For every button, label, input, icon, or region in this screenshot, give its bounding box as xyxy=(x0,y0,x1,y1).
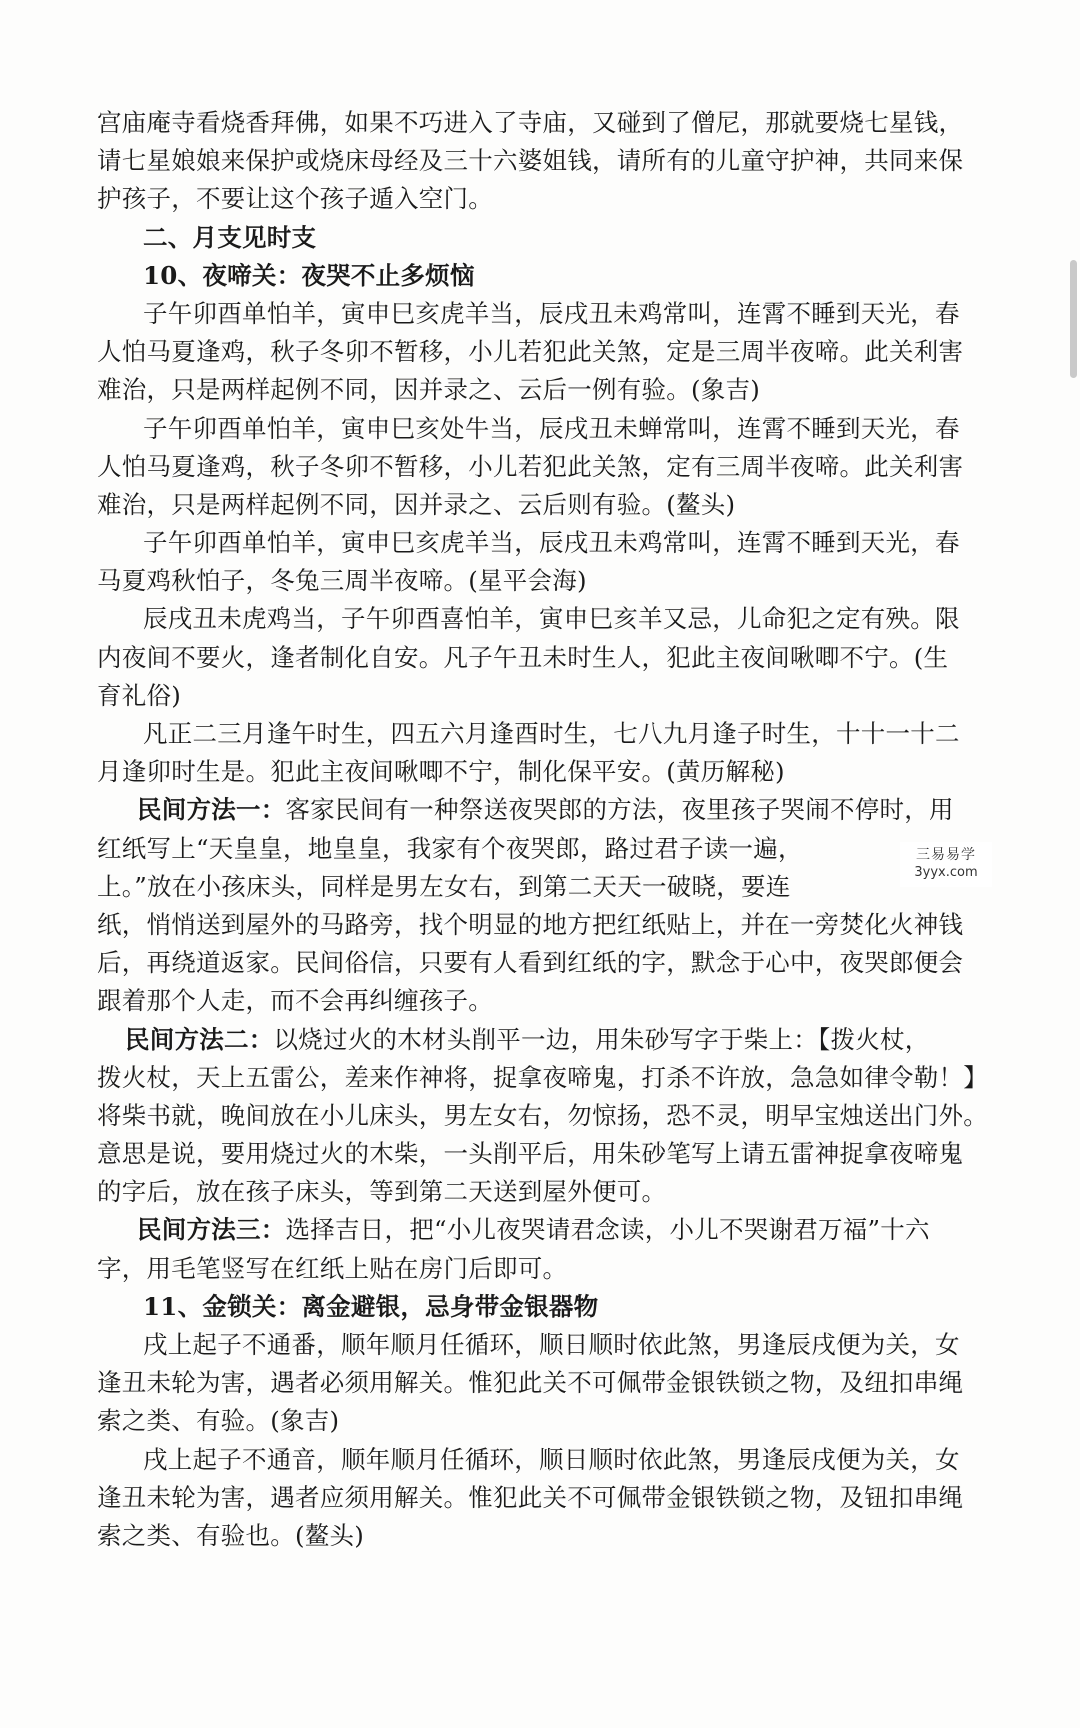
text-line xyxy=(97,142,979,180)
line-text: 难治，只是两样起例不同，因并录之、云后则有验。(鳌头) xyxy=(97,489,736,519)
text-line xyxy=(97,1211,979,1249)
document-body xyxy=(97,104,988,1555)
line-text: 后，再绕道返家。民间俗信，只要有人看到红纸的字，默念于心中，夜哭郎便会 xyxy=(97,948,964,978)
text-line xyxy=(97,1364,979,1402)
text-line xyxy=(97,333,979,371)
line-text: 以烧过火的木材头削平一边，用朱砂写字于柴上：【拨火杖， xyxy=(273,1024,930,1054)
text-line xyxy=(97,562,979,600)
section-heading xyxy=(97,257,979,295)
text-line xyxy=(97,1097,988,1135)
text-line xyxy=(97,1059,988,1097)
line-text: 二、月支见时支 xyxy=(143,222,317,252)
text-line xyxy=(97,1402,979,1440)
text-line xyxy=(97,104,979,142)
text-line xyxy=(97,982,979,1020)
text-line xyxy=(97,715,979,753)
line-text: 逢丑未轮为害，遇者应须用解关。惟犯此关不可佩带金银铁锁之物，及钮扣串绳 xyxy=(97,1482,964,1512)
text-line xyxy=(97,830,979,868)
text-line xyxy=(97,944,979,982)
method-label: 民间方法一： xyxy=(137,795,286,825)
text-line xyxy=(97,1479,979,1517)
line-text: 跟着那个人走，而不会再纠缠孩子。 xyxy=(97,986,493,1016)
line-text: 子午卯酉单怕羊，寅申巳亥处牛当，辰戌丑未蝉常叫，连霄不睡到天光，春 xyxy=(143,413,960,443)
text-line xyxy=(97,295,979,333)
line-text: 辰戌丑未虎鸡当，子午卯酉喜怕羊，寅申巳亥羊又忌，儿命犯之定有殃。限 xyxy=(143,604,960,634)
line-text: 内夜间不要火，逢者制化自安。凡子午丑未时生人，犯此主夜间啾唧不宁。(生 xyxy=(97,642,949,672)
line-text: 索之类、有验也。(鳌头) xyxy=(97,1520,365,1550)
text-line xyxy=(97,448,979,486)
line-text: 人怕马夏逢鸡，秋子冬卯不暂移，小儿若犯此关煞，定是三周半夜啼。此关利害 xyxy=(97,337,964,367)
line-text: 10、夜啼关：夜哭不止多烦恼 xyxy=(143,260,475,290)
text-line xyxy=(97,1326,979,1364)
section-heading xyxy=(97,219,979,257)
line-text: 难治，只是两样起例不同，因并录之、云后一例有验。(象吉) xyxy=(97,375,761,405)
text-line xyxy=(97,180,979,218)
line-text: 纸，悄悄送到屋外的马路旁，找个明显的地方把红纸贴上，并在一旁焚化火神钱 xyxy=(97,909,964,939)
line-text: 月逢卯时生是。犯此主夜间啾唧不宁，制化保平安。(黄历解秘) xyxy=(97,757,785,787)
line-text: 的字后，放在孩子床头，等到第二天送到屋外便可。 xyxy=(97,1177,667,1207)
line-text: 意思是说，要用烧过火的木柴，一头削平后，用朱砂笔写上请五雷神捉拿夜啼鬼 xyxy=(97,1139,964,1169)
line-text: 索之类、有验。(象吉) xyxy=(97,1406,340,1436)
line-text: 逢丑未轮为害，遇者必须用解关。惟犯此关不可佩带金银铁锁之物，及纽扣串绳 xyxy=(97,1368,964,1398)
scrollbar-thumb[interactable] xyxy=(1070,260,1077,378)
text-line xyxy=(97,791,979,829)
text-line xyxy=(97,1517,979,1555)
line-text: 上。”放在小孩床头，同样是男左女右，到第二天天一破晓，要连 xyxy=(97,871,791,901)
method-label: 民间方法二： xyxy=(125,1024,274,1054)
watermark-name: 三易易学 xyxy=(916,847,976,863)
line-text: 马夏鸡秋怕子，冬兔三周半夜啼。(星平会海) xyxy=(97,566,587,596)
text-line xyxy=(97,1021,979,1059)
method-label: 民间方法三： xyxy=(137,1215,286,1245)
text-line xyxy=(97,1441,979,1479)
line-text: 拨火杖，天上五雷公，差来作神将，捉拿夜啼鬼，打杀不许放，急急如律令勒！】 xyxy=(97,1062,988,1092)
line-text: 红纸写上“天皇皇，地皇皇，我家有个夜哭郎，路过君子读一遍， xyxy=(97,833,803,863)
text-line xyxy=(97,753,979,791)
section-heading xyxy=(97,1288,979,1326)
text-line xyxy=(97,371,979,409)
watermark-url: 3yyx.com xyxy=(914,865,978,880)
line-text: 子午卯酉单怕羊，寅申巳亥虎羊当，辰戌丑未鸡常叫，连霄不睡到天光，春 xyxy=(143,528,960,558)
line-text: 11、金锁关：离金避银，忌身带金银器物 xyxy=(143,1291,599,1321)
line-text: 将柴书就，晚间放在小儿床头，男左女右，勿惊扬，恐不灵，明早宝烛送出门外。 xyxy=(97,1100,988,1130)
line-text: 字，用毛笔竖写在红纸上贴在房门后即可。 xyxy=(97,1253,568,1283)
text-line xyxy=(97,410,979,448)
text-line xyxy=(97,639,979,677)
line-text: 戌上起子不通番，顺年顺月任循环，顺日顺时依此煞，男逢辰戌便为关，女 xyxy=(143,1330,960,1359)
text-line xyxy=(97,1250,979,1288)
text-line xyxy=(97,524,979,562)
line-text: 选择吉日，把“小儿夜哭请君念读，小儿不哭谢君万福”十六 xyxy=(285,1215,930,1245)
text-line xyxy=(97,1135,979,1173)
line-text: 宫庙庵寺看烧香拜佛，如果不巧进入了寺庙，又碰到了僧尼，那就要烧七星钱， xyxy=(97,108,964,137)
line-text: 育礼俗) xyxy=(97,680,182,710)
line-text: 子午卯酉单怕羊，寅申巳亥虎羊当，辰戌丑未鸡常叫，连霄不睡到天光，春 xyxy=(143,298,960,328)
line-text: 人怕马夏逢鸡，秋子冬卯不暂移，小儿若犯此关煞，定有三周半夜啼。此关利害 xyxy=(97,451,964,481)
line-text: 凡正二三月逢午时生，四五六月逢酉时生，七八九月逢子时生，十十一十二 xyxy=(143,719,960,748)
text-line xyxy=(97,906,979,944)
line-text: 请七星娘娘来保护或烧床母经及三十六婆姐钱，请所有的儿童守护神，共同来保 xyxy=(97,146,964,176)
line-text: 护孩子，不要让这个孩子遁入空门。 xyxy=(97,184,493,214)
line-text: 客家民间有一种祭送夜哭郎的方法，夜里孩子哭闹不停时，用 xyxy=(285,795,954,825)
text-line xyxy=(97,677,979,715)
text-line xyxy=(97,486,979,524)
line-text: 戌上起子不通音，顺年顺月任循环，顺日顺时依此煞，男逢辰戌便为关，女 xyxy=(143,1444,960,1474)
text-line xyxy=(97,1173,979,1211)
text-line xyxy=(97,868,979,906)
text-line xyxy=(97,600,979,638)
site-watermark xyxy=(900,842,992,887)
scrollbar[interactable] xyxy=(1066,0,1080,1728)
